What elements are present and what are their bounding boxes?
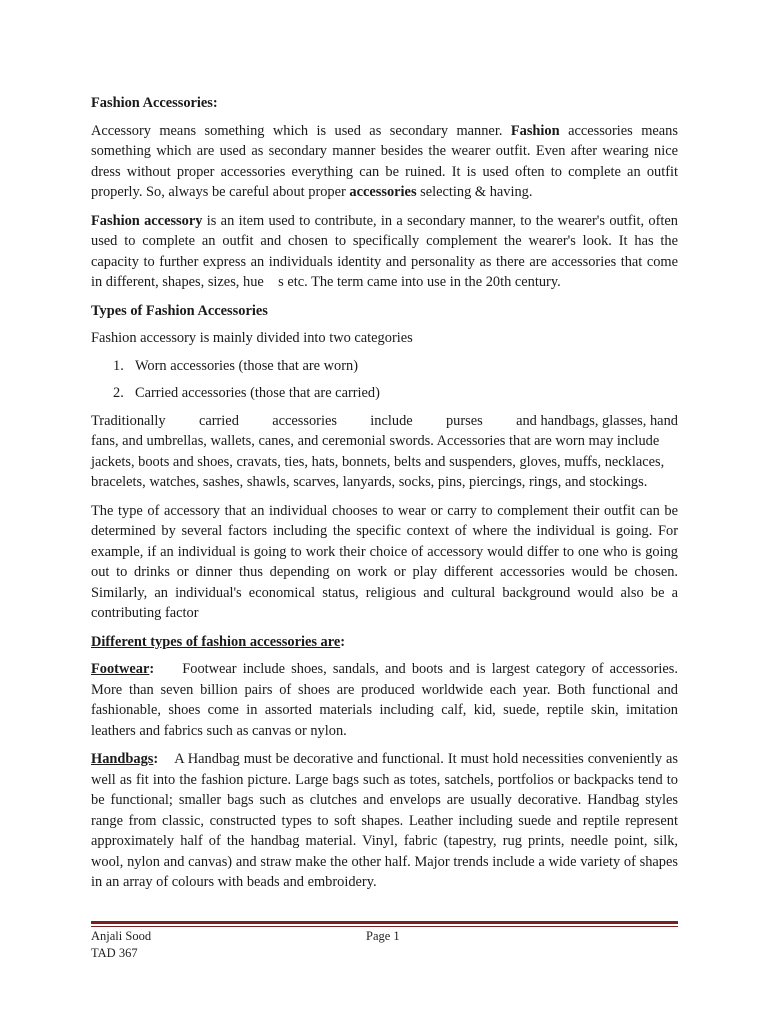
definition-text: is an item used to contribute, in a secondary manner, to the wearer's outfit, often used to complete an outfit and chosen to specifically complement the wearer's look. It has the capacity to further express an individuals identity and personality as there are accessories that come in different, shapes, sizes, hue s etc. The term came into use in the 20th century. bbox=[91, 212, 682, 290]
choice-paragraph: The type of accessory that an individual chooses to wear or carry to complement their outfit can be determined by several factors including the specific context of where the individual is going. For example, if an individual is going to work their choice of accessory would differ to one who is going out to drinks or dinner thus depending on work or play different accessories would be chosen. Similarly, an individual's economical status, religious and cultural background would also be a contributing factor bbox=[91, 502, 678, 621]
intro-paragraph bbox=[91, 121, 678, 203]
page-footer bbox=[91, 928, 678, 962]
list-number: 1. bbox=[113, 357, 124, 374]
traditionally-rest: fans, and umbrellas, wallets, canes, and ceremonial swords. Accessories that are worn may include jackets, boots and shoes, cravats, ties, hats, bonnets, belts and suspenders, gloves, muffs, necklaces, bracelets, watches, sashes, shawls, scarves, lanyards, socks, pins, piercings, rings, and stockings. bbox=[91, 433, 665, 490]
list-item-text: Worn accessories (those that are worn) bbox=[135, 357, 359, 374]
word: include bbox=[370, 412, 413, 429]
different-types-heading bbox=[91, 632, 678, 653]
types-intro: Fashion accessory is mainly divided into two categories bbox=[91, 330, 413, 346]
footer-course: TAD 367 bbox=[91, 946, 138, 960]
intro-text-e: selecting & having. bbox=[420, 184, 533, 200]
list-item-text: Carried accessories (those that are carried) bbox=[135, 385, 380, 401]
handbags-label: Handbags bbox=[91, 751, 154, 767]
intro-bold-fashion: Fashion bbox=[510, 122, 560, 139]
list-item bbox=[113, 383, 678, 404]
footwear-label: Footwear bbox=[91, 661, 150, 677]
definition-paragraph bbox=[91, 211, 682, 293]
footer-page-number: Page 1 bbox=[366, 929, 400, 943]
definition-term: Fashion accessory bbox=[91, 212, 203, 229]
footwear-colon: : bbox=[149, 661, 155, 677]
handbags-colon: : bbox=[153, 751, 159, 767]
document-title: Fashion Accessories: bbox=[91, 95, 218, 111]
traditionally-paragraph bbox=[91, 411, 678, 493]
word: and handbags, glasses, hand bbox=[516, 412, 678, 429]
footer-author: Anjali Sood bbox=[91, 929, 152, 943]
handbags-paragraph bbox=[91, 749, 678, 893]
intro-text-a: Accessory means something which is used as secondary manner. bbox=[91, 122, 503, 139]
word: Traditionally bbox=[91, 412, 166, 429]
categories-list bbox=[91, 356, 678, 404]
list-item bbox=[113, 356, 678, 377]
list-number: 2. bbox=[113, 385, 124, 401]
word: purses bbox=[445, 412, 483, 429]
footer-rule bbox=[91, 921, 678, 927]
intro-bold-accessories: accessories bbox=[349, 184, 417, 200]
heading-colon: : bbox=[340, 633, 346, 650]
types-heading: Types of Fashion Accessories bbox=[91, 302, 268, 319]
handbags-text: A Handbag must be decorative and functional. It must hold necessities conveniently as well as fit into the fashion picture. Large bags such as totes, satchels, portfolios or backpacks tend to be functional; smaller bags such as clutches and envelops are usually decorative. Handbag styles range from classic, constructed types to soft shapes. Leather including suede and reptile represent approximately half of the handbag material. Vinyl, fabric (tapestry, rug prints, needle point, silk, wool, nylon and canvas) and straw make the other half. Major trends include a wide variety of shapes in an array of colours with beads and embroidery. bbox=[91, 751, 678, 890]
word: accessories bbox=[272, 412, 337, 429]
footwear-text: Footwear include shoes, sandals, and boots and is largest category of accessories. More than seven billion pairs of shoes are produced worldwide each year. Both functional and fashionable, shoes come in assorted materials including calf, kid, suede, reptile skin, imitation leathers and fabrics such as canvas or nylon. bbox=[91, 661, 678, 739]
different-types-heading-text: Different types of fashion accessories are bbox=[91, 633, 341, 650]
intro-text-c: accessories means something which are used as secondary manner besides the wearer outfit. Even after wearing nice dress without proper accessories everything can be ruined. It is used often to complete an outfit properly. So, always be careful about proper bbox=[91, 122, 678, 200]
traditionally-first-line bbox=[91, 411, 678, 432]
document-body bbox=[91, 93, 682, 901]
word: carried bbox=[198, 412, 239, 429]
footwear-paragraph bbox=[91, 659, 678, 741]
